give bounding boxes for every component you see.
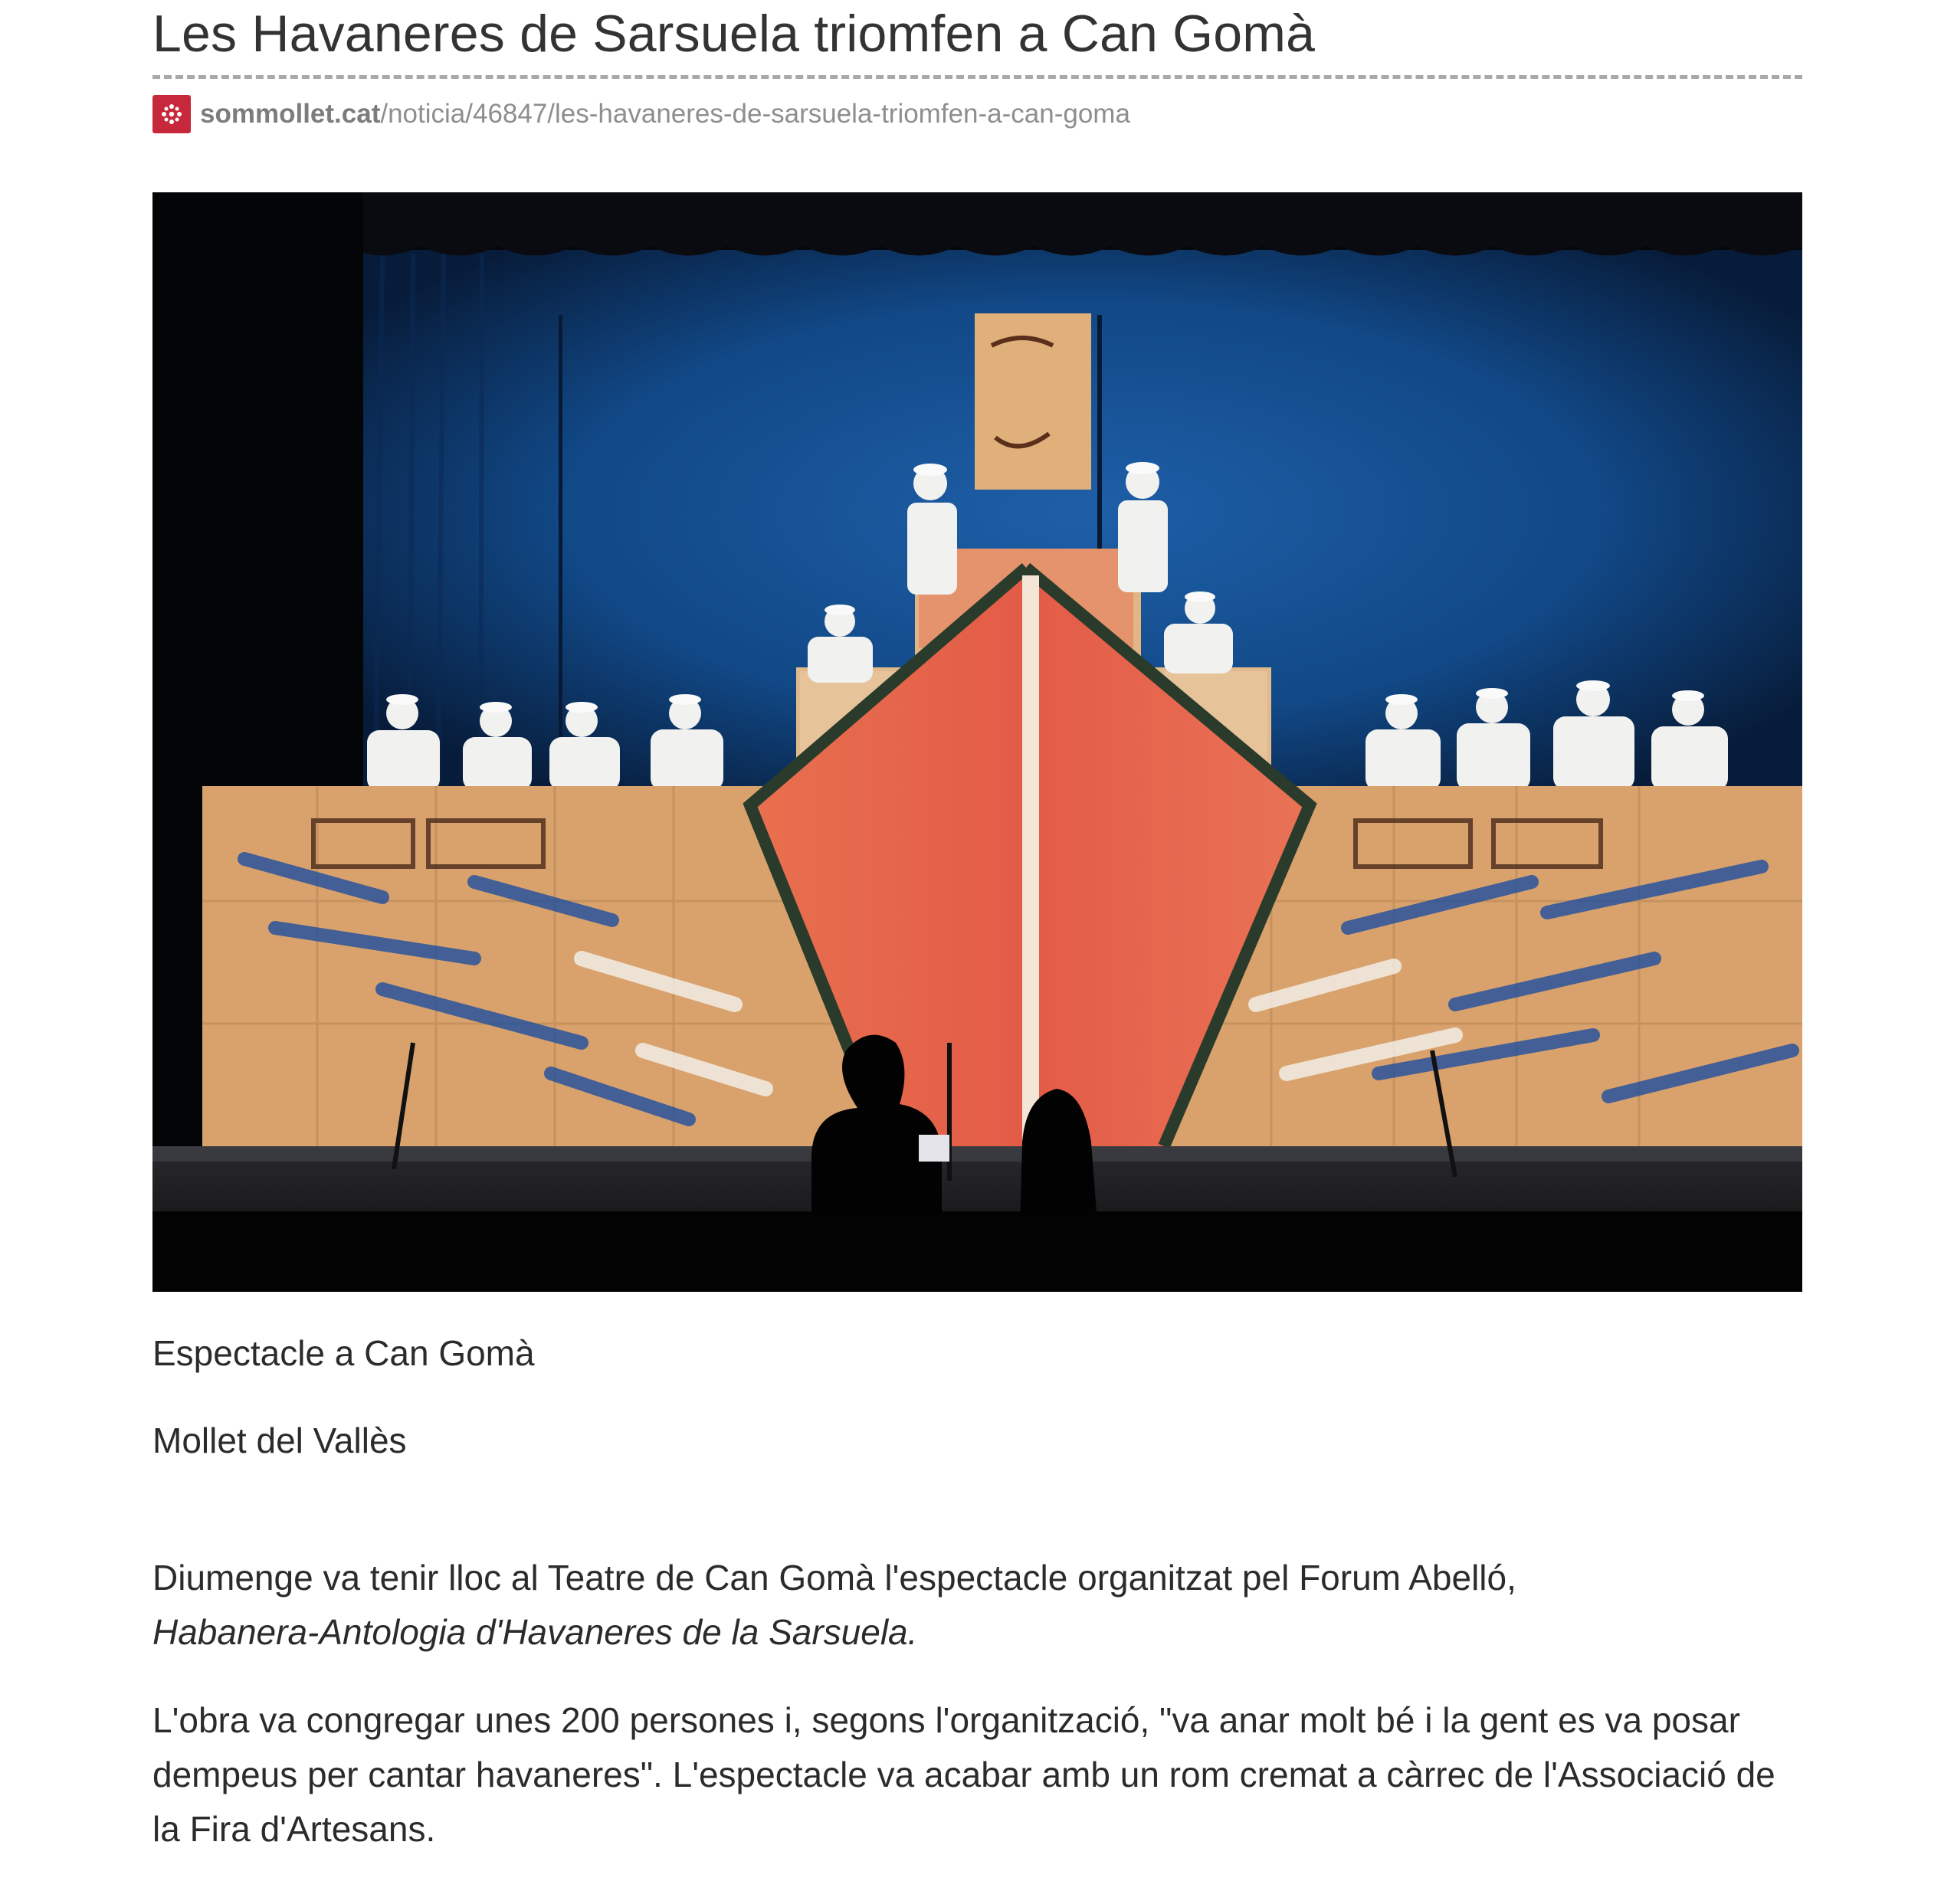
article — [152, 0, 1802, 1856]
article-paragraph: L'obra va congregar unes 200 persones i, segons l'organització, "va anar molt bé i la gent es va posar dempeus per cantar havaneres". L'espectacle va acabar amb un rom cremat a càrrec de l'Associació de la Fira d'Artesans. — [152, 1700, 1775, 1849]
theatre-stage-photo — [152, 192, 1802, 1292]
article-title: Les Havaneres de Sarsuela triomfen a Can Gomà — [152, 5, 1316, 63]
paragraph-text: Diumenge va tenir lloc al Teatre de Can Gomà l'espectacle organitzat pel Forum Abelló, — [152, 1558, 1516, 1598]
sommollet-logo-icon — [152, 95, 191, 133]
title-divider — [152, 75, 1802, 79]
show-title-italic: Habanera-Antologia d'Havaneres de la Sarsuela. — [152, 1612, 918, 1652]
article-paragraph — [152, 1551, 1802, 1660]
source-path: /noticia/46847/les-havaneres-de-sarsuela-triomfen-a-can-goma — [380, 99, 1130, 129]
article-location: Mollet del Vallès — [152, 1421, 407, 1460]
source-domain: sommollet.cat — [200, 99, 381, 129]
image-caption: Espectacle a Can Gomà — [152, 1333, 535, 1373]
source-url[interactable] — [200, 95, 1130, 133]
source-link[interactable] — [152, 94, 1802, 134]
